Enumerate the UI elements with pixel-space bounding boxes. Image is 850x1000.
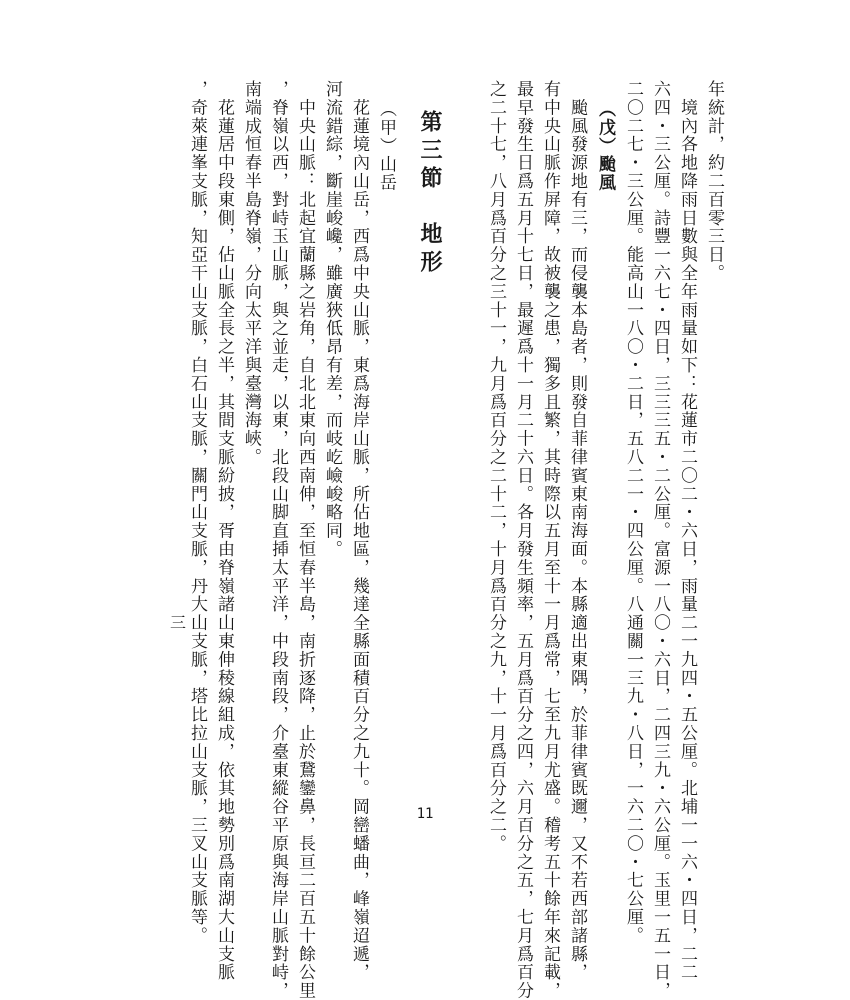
text-line: （戊）颱風	[595, 100, 615, 192]
text-line: ，奇萊連峯支脈，知亞干山支脈，白石山支脈，關門山支脈，丹大山支脈，塔比拉山支脈，三叉山支脈等。	[187, 80, 207, 945]
text-line: 花蓮居中段東側，佔山脈全長之半，其間支脈紛披，胥由脊嶺諸山東伸稜線組成，依其地勢別爲南湖大山支脈	[214, 80, 234, 982]
text-line: ，脊嶺以西，對峙玉山脈，與之並走，以東，北段山脚直揷太平洋，中段南段，介臺東縱谷平原與海岸山脈對峙，	[268, 80, 288, 1000]
text-line: 南端成恒春半島脊嶺，分向太平洋與臺灣海峽。	[241, 80, 261, 467]
section-heading: 第三節 地形	[417, 110, 443, 278]
text-line: 年統計，約二百零三日。	[704, 80, 724, 283]
text-line: 颱風發源地有三，而侵襲本島者，則發自菲律賓東南海面。本縣適出東隅，於菲律賓既邇，又不若西部諸縣，	[567, 80, 587, 982]
text-line: 境內各地降雨日數與全年雨量如下：花蓮市二〇二・六日，雨量二一九四・五公厘。北埔一一六・四日，二二	[677, 80, 697, 982]
text-line: 之二十七，八月爲百分之三十一，九月爲百分之二十二，十月爲百分之九，十一月爲百分之二。	[486, 80, 506, 853]
text-line: 花蓮境內山岳，西爲中央山脈，東爲海岸山脈，所佔地區，幾達全縣面積百分之九十。岡巒蟠曲，峰嶺迢遞，	[349, 80, 369, 982]
text-line: （甲）山岳	[376, 100, 396, 192]
text-line: 最早發生日爲五月十七日，最遲爲十一月二十六日。各月發生頻率，五月爲百分之四，六月百分之五，七月爲百分	[513, 80, 533, 1000]
text-line: 中央山脈：北起宜蘭縣之岩角，自北北東向西南伸，至恒春半島，南折逐降，止於鵞鑾鼻，長亘二百五十餘公里	[295, 80, 315, 1000]
side-page-marker: 三	[170, 613, 187, 632]
page-number: 11	[416, 806, 434, 822]
text-line: 河流錯綜，斷崖峻巉，雖廣狹低昂有差，而岐屹嶮峻略同。	[322, 80, 342, 559]
text-line: 六四・三公厘。詩豐一六七・四日，三三三五・二公厘。富源一八〇・六日，二四三九・六公厘。玉里一五一日，	[650, 80, 670, 1000]
text-line: 二〇二七・三公厘。能高山一八〇・二日，五八二一・四公厘。八通關一三九・八日，一六二〇・七公厘。	[623, 80, 643, 945]
text-line: 有中央山脈作屏障，故被襲之患，獨多且繁，其時際以五月至十一月爲常，七至九月尤盛。稽考五十餘年來記載，	[540, 80, 560, 1000]
